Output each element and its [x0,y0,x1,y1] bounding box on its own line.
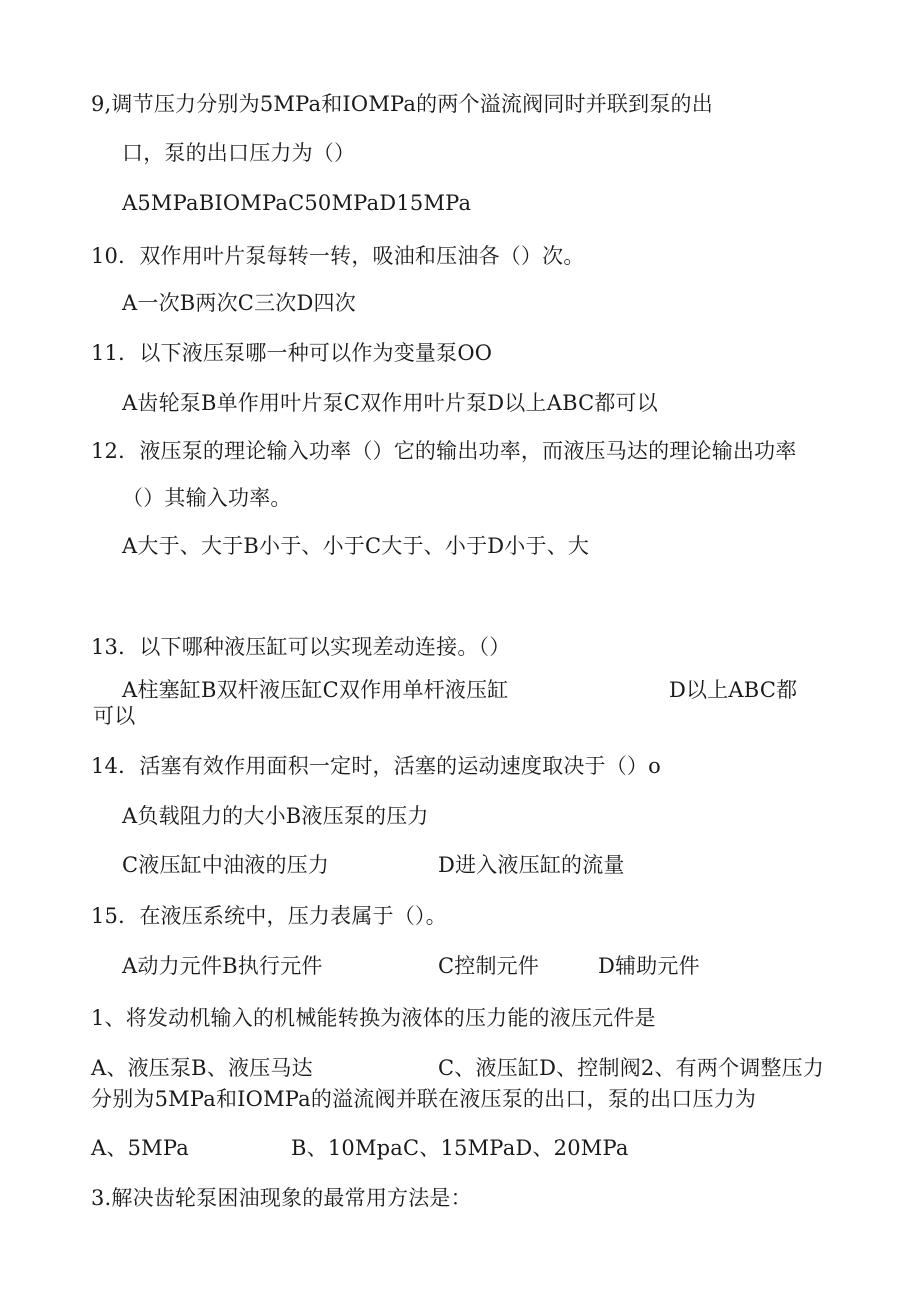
q13-option-d: D以上ABC都 [669,678,798,702]
p2-option-a: A、5MPa [91,1136,189,1160]
q11-options: A齿轮泵B单作用叶片泵C双作用叶片泵D以上ABC都可以 [122,391,658,415]
q9-stem-line2: 口，泵的出口压力为（） [122,141,356,165]
p2-options [91,1134,791,1162]
q12-stem-line2: （）其输入功率。 [122,486,292,510]
p1-options-cd-p2: C、液压缸D、控制阀2、有两个调整压力 [438,1056,825,1080]
q15-stem: 15．在液压系统中，压力表属于（）。 [91,904,447,928]
q9-options: A5MPaBIOMPaC50MPaD15MPa [122,191,472,215]
q13-options-abc: A柱塞缸B双杆液压缸C双作用单杆液压缸 [122,678,509,702]
q12-options: A大于、大于B小于、小于C大于、小于D小于、大 [122,534,590,558]
q14-options-cd [122,851,822,879]
q15-option-d: D辅助元件 [598,954,700,978]
p1-options-row [91,1054,831,1082]
q9-stem-line1: 9,调节压力分别为5MPa和IOMPa的两个溢流阀同时并联到泵的出 [91,92,713,116]
q10-options: A一次B两次C三次D四次 [122,291,356,315]
q13-stem: 13．以下哪种液压缸可以实现差动连接。（） [91,635,511,659]
p2-stem-line2: 分别为5MPa和IOMPa的溢流阀并联在液压泵的出口，泵的出口压力为 [91,1087,757,1111]
p1-options-ab: A、液压泵B、液压马达 [91,1056,313,1080]
q12-stem-line1: 12．液压泵的理论输入功率（）它的输出功率，而液压马达的理论输出功率 [91,439,797,463]
p2-options-bcd: B、10MpaC、15MPaD、20MPa [291,1136,629,1160]
q13-options-tail: 可以 [93,704,136,728]
q14-stem: 14．活塞有效作用面积一定时，活塞的运动速度取决于（）o [91,754,661,778]
q14-option-d: D进入液压缸的流量 [438,853,625,877]
p1-stem: 1、将发动机输入的机械能转换为液体的压力能的液压元件是 [91,1006,656,1030]
q14-option-c: C液压缸中油液的压力 [122,853,330,877]
q14-options-ab: A负载阻力的大小B液压泵的压力 [122,804,429,828]
q11-stem: 11．以下液压泵哪一种可以作为变量泵OO [91,341,493,365]
p3-stem: 3.解决齿轮泵困油现象的最常用方法是： [91,1186,472,1210]
q10-stem: 10．双作用叶片泵每转一转，吸油和压油各（）次。 [91,244,585,268]
q15-options [122,952,822,980]
q15-option-c: C控制元件 [438,954,540,978]
q15-options-ab: A动力元件B执行元件 [122,954,323,978]
q13-options-row [122,676,822,704]
